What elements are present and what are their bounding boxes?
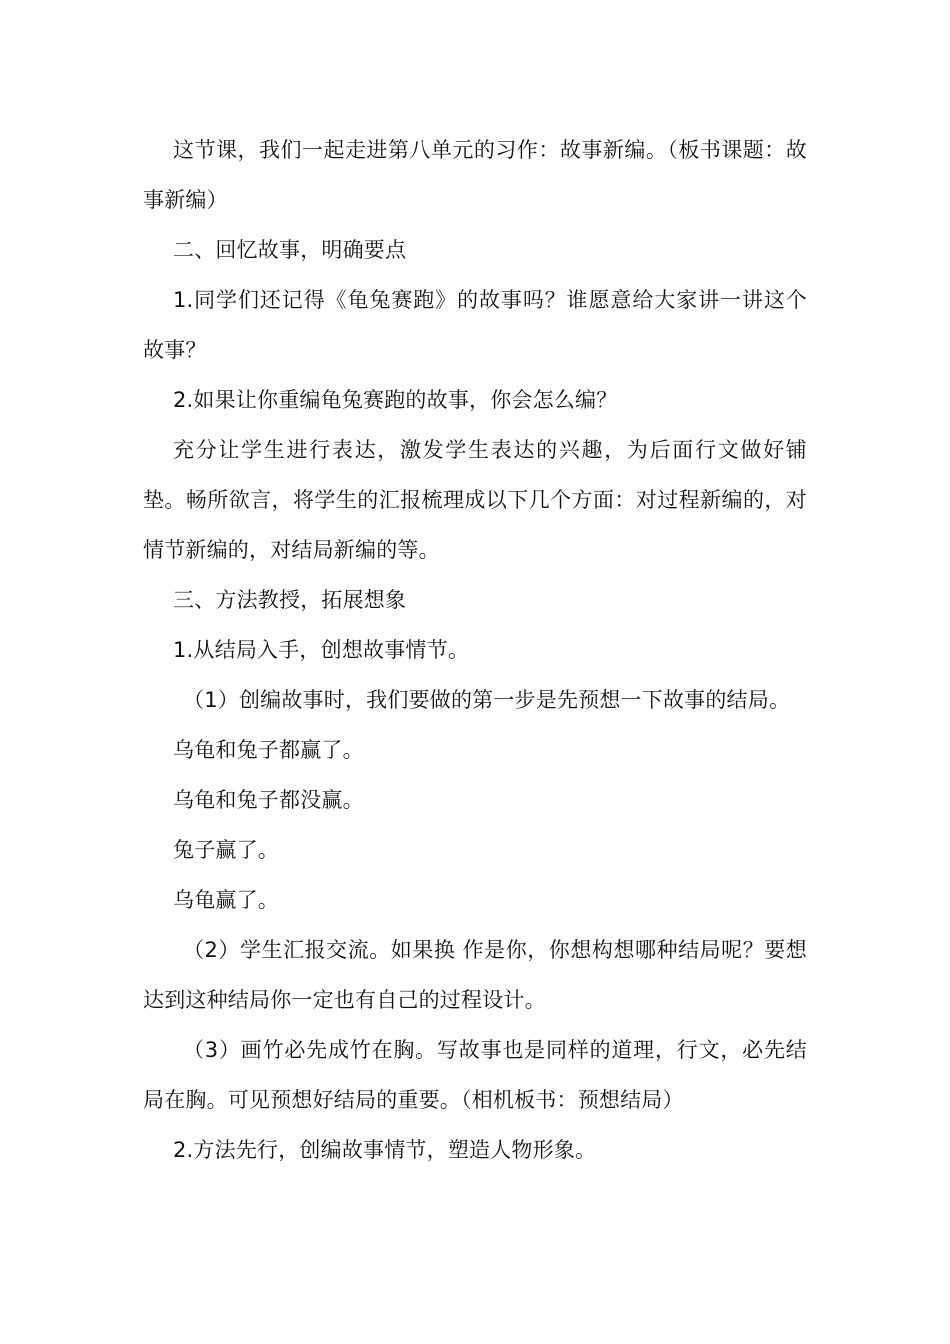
list-item-ending-4: 乌龟赢了。 bbox=[173, 888, 279, 912]
paragraph-step-2: 2.方法先行，创编故事情节，塑造人物形象。 bbox=[173, 1138, 597, 1162]
paragraph-question-1: 1.同学们还记得《龟兔赛跑》的故事吗？谁愿意给大家讲一讲这个故事？ bbox=[143, 288, 807, 362]
list-item-ending-3: 兔子赢了。 bbox=[173, 838, 279, 862]
paragraph-step-1: 1.从结局入手，创想故事情节。 bbox=[173, 638, 470, 662]
paragraph-sub-1: （1）创编故事时，我们要做的第一步是先预想一下故事的结局。 bbox=[183, 688, 791, 712]
paragraph-question-2: 2.如果让你重编龟兔赛跑的故事，你会怎么编？ bbox=[173, 388, 618, 412]
paragraph-sub-2: （2）学生汇报交流。如果换 作是你，你想构想哪种结局呢？要想达到这种结局你一定也有自己的过程设计。 bbox=[143, 938, 807, 1012]
section-heading-2: 二、回忆故事，明确要点 bbox=[173, 238, 407, 262]
paragraph-sub-3: （3）画竹必先成竹在胸。写故事也是同样的道理，行文，必先结局在胸。可见预想好结局的重要。（相机板书：预想结局） bbox=[143, 1038, 807, 1112]
paragraph-intro: 这节课，我们一起走进第八单元的习作：故事新编。（板书课题：故事新编） bbox=[143, 138, 807, 212]
list-item-ending-2: 乌龟和兔子都没赢。 bbox=[173, 788, 364, 812]
list-item-ending-1: 乌龟和兔子都赢了。 bbox=[173, 738, 364, 762]
document-body bbox=[143, 125, 807, 1175]
paragraph-expression: 充分让学生进行表达，激发学生表达的兴趣，为后面行文做好铺垫。畅所欲言，将学生的汇报梳理成以下几个方面：对过程新编的，对情节新编的，对结局新编的等。 bbox=[143, 438, 807, 562]
section-heading-3: 三、方法教授，拓展想象 bbox=[173, 588, 407, 612]
